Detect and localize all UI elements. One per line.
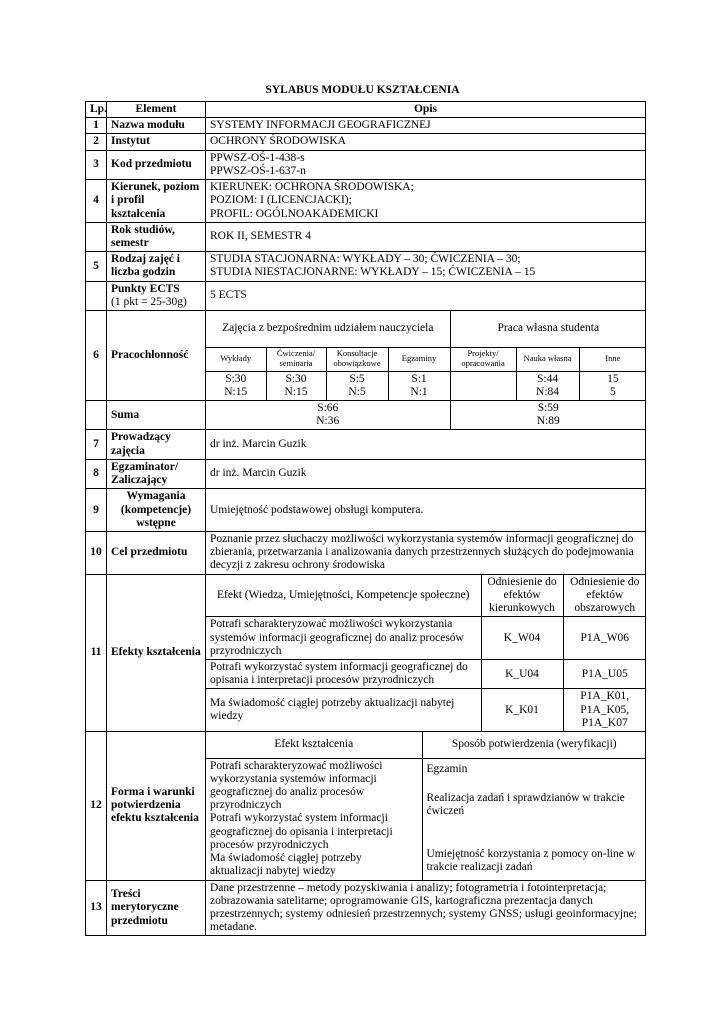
suma-s-direct: S:66	[317, 402, 339, 414]
row-6	[86, 311, 646, 401]
row-13	[86, 880, 646, 936]
row-number: 7	[86, 430, 107, 459]
row-number: 11	[86, 574, 107, 731]
suma-n-self: N:89	[536, 415, 560, 428]
row-10	[86, 531, 646, 574]
row-value: Poznanie przez słuchaczy możliwości wykorzystania systemów informacji geograficznej do zbierania, przetwarzania i analizowania danych przestrzennych służących do podejmowania decyzji z zakresu ochrony środowiska	[206, 531, 646, 574]
row-value	[206, 180, 646, 223]
suma-self	[450, 401, 646, 429]
value-n: N:84	[536, 385, 560, 398]
workload-cell	[206, 311, 646, 401]
effects-header-kier: Odniesienie do efektów kierunkowych	[481, 575, 563, 617]
row-element: Cel przedmiotu	[107, 531, 206, 574]
col-konsultacje: Konsultacje obowiązkowe	[326, 347, 388, 371]
row-element: Wymagania (kompetencje) wstępne	[107, 489, 206, 532]
row-value	[206, 150, 646, 179]
row-number: 13	[86, 880, 107, 936]
row-element: Rodzaj zajęć i liczba godzin	[107, 252, 206, 281]
value-n: N:15	[224, 385, 248, 398]
row-5	[86, 252, 646, 281]
row-number: 12	[86, 732, 107, 880]
row-element: Kod przedmiotu	[107, 150, 206, 179]
row-2	[86, 134, 646, 150]
val-inne	[579, 371, 646, 400]
row-suma	[86, 401, 646, 430]
effects-cell	[206, 574, 646, 731]
row-number: 6	[86, 311, 107, 401]
row-element	[107, 281, 206, 310]
hours-stationary: STUDIA STACJONARNA: WYKŁADY – 30; ĆWICZENIA – 30;	[210, 253, 521, 266]
col-projekty: Projekty/ opracowania	[450, 347, 516, 371]
row-element: Suma	[107, 401, 206, 430]
row-element: Treści merytoryczne przedmiotu	[107, 880, 206, 936]
row-4	[86, 180, 646, 223]
row-rok	[86, 222, 646, 251]
col-nauka: Nauka własna	[516, 347, 579, 371]
workload-table	[206, 311, 646, 400]
value-n: N:1	[410, 385, 428, 398]
row-number-empty	[86, 222, 107, 251]
row-value	[206, 252, 646, 281]
effect-obsz-1: P1A_K01,	[580, 690, 630, 703]
effect-obsz-2: P1A_K05,	[580, 703, 630, 716]
value-s: S:30	[225, 372, 247, 385]
val-nauka	[516, 371, 579, 400]
col-inne: Inne	[579, 347, 646, 371]
verification-header-effect: Efekt kształcenia	[206, 732, 422, 758]
value-s: S:44	[537, 372, 559, 385]
row-11	[86, 574, 646, 731]
row-element: Kierunek, poziom i profil kształcenia	[107, 180, 206, 223]
document-title: SYLABUS MODUŁU KSZTAŁCENIA	[265, 84, 460, 96]
row-number: 1	[86, 118, 107, 134]
field-kierunek: KIERUNEK: OCHRONA ŚRODOWISKA;	[210, 181, 414, 194]
effect-text: Ma świadomość ciągłej potrzeby aktualizacji nabytej wiedzy	[206, 689, 481, 731]
row-3	[86, 150, 646, 179]
value-s: S:5	[349, 372, 365, 385]
effect-obsz	[563, 689, 646, 731]
verification-table	[206, 732, 646, 879]
effects-header-effect: Efekt (Wiedza, Umiejętności, Kompetencje społeczne)	[206, 575, 481, 617]
row-number-empty	[86, 401, 107, 430]
col-egzaminy: Egzaminy	[388, 347, 450, 371]
val-projekty	[450, 371, 516, 400]
row-number: 10	[86, 531, 107, 574]
field-profil: PROFIL: OGÓLNOAKADEMICKI	[210, 207, 379, 220]
suma-s-self: S:59	[537, 402, 559, 414]
row-element: Instytut	[107, 134, 206, 150]
header-opis: Opis	[206, 102, 646, 118]
code-stationary: PPWSZ-OŚ-1-438-s	[210, 151, 305, 164]
row-value: SYSTEMY INFORMACJI GEOGRAFICZNEJ	[206, 118, 646, 134]
header-element: Element	[107, 102, 206, 118]
value-n: N:15	[284, 385, 308, 398]
suma-n-direct: N:36	[316, 415, 340, 428]
verification-header-method: Sposób potwierdzenia (weryfikacji)	[422, 732, 646, 758]
suma-table	[206, 401, 646, 429]
row-element: Prowadzący zajęcia	[107, 430, 206, 459]
row-number: 5	[86, 252, 107, 281]
verification-method-1: Egzamin	[426, 762, 468, 775]
row-number: 4	[86, 180, 107, 223]
verification-effects	[206, 758, 422, 879]
row-12	[86, 732, 646, 880]
row-element: Nazwa modułu	[107, 118, 206, 134]
row-element: Forma i warunki potwierdzenia efektu kształcenia	[107, 732, 206, 880]
col-cwiczenia: Ćwiczenia/ seminaria	[266, 347, 326, 371]
field-poziom: POZIOM: I (LICENCJACKI);	[210, 194, 352, 207]
effect-obsz: P1A_U05	[563, 659, 646, 688]
val-wyklady	[206, 371, 266, 400]
effect-kier: K_U04	[481, 659, 563, 688]
effect-obsz-3: P1A_K07	[581, 716, 628, 729]
verification-methods	[422, 758, 646, 879]
row-ects	[86, 281, 646, 310]
value-s: S:30	[285, 372, 307, 385]
row-value: dr inż. Marcin Guzik	[206, 459, 646, 488]
value-n: N:5	[348, 385, 366, 398]
syllabus-table	[85, 101, 646, 936]
workload-direct-header: Zajęcia z bezpośrednim udziałem nauczyciela	[206, 311, 450, 347]
row-value: Umiejętność podstawowej obsługi komputera.	[206, 489, 646, 532]
effect-kier: K_W04	[481, 617, 563, 660]
row-number: 9	[86, 489, 107, 532]
row-number-empty	[86, 281, 107, 310]
row-element: Rok studiów, semestr	[107, 222, 206, 251]
verification-effect-3: Ma świadomość ciągłej potrzeby aktualizacji nabytej wiedzy	[210, 852, 362, 878]
ects-note: (1 pkt = 25-30g)	[111, 295, 187, 308]
row-8	[86, 459, 646, 488]
verification-method-3: Umiejętność korzystania z pomocy on-line w trakcie realizacji zadań	[426, 848, 636, 874]
row-value: OCHRONY ŚRODOWISKA	[206, 134, 646, 150]
row-value: dr inż. Marcin Guzik	[206, 430, 646, 459]
row-value: 5 ECTS	[206, 281, 646, 310]
effect-kier: K_K01	[481, 689, 563, 731]
row-number: 3	[86, 150, 107, 179]
workload-self-header: Praca własna studenta	[450, 311, 646, 347]
code-nonstationary: PPWSZ-OŚ-1-637-n	[210, 164, 306, 177]
effect-obsz: P1A_W06	[563, 617, 646, 660]
verification-effect-2: Potrafi wykorzystać system informacji geograficznej do opisania i interpretacji procesów przyrodniczych	[210, 812, 393, 851]
value-s: S:1	[411, 372, 427, 385]
row-9	[86, 489, 646, 532]
hours-nonstationary: STUDIA NIESTACJONARNE: WYKŁADY – 15; ĆWICZENIA – 15	[210, 266, 536, 279]
val-cwiczenia	[266, 371, 326, 400]
value-n: 5	[609, 385, 616, 398]
row-1	[86, 118, 646, 134]
effects-table	[206, 575, 646, 731]
suma-cell	[206, 401, 646, 430]
val-konsultacje	[326, 371, 388, 400]
verification-method-2: Realizacja zadań i sprawdzianów w trakcie ćwiczeń	[426, 791, 625, 817]
row-element: Pracochłonność	[107, 311, 206, 401]
effect-text: Potrafi wykorzystać system informacji geograficznej do opisania i interpretacji procesów przyrodniczych	[206, 659, 481, 688]
row-value: Dane przestrzenne – metody pozyskiwania i analizy; fotogrametria i fotointerpretacja; zobrazowania satelitarne; oprogramowanie GIS, kartograficzna prezentacja danych przestrzennych; systemy odniesień przestrzennych; systemy GNSS; usługi geoinformacyjne; metadane.	[206, 880, 646, 936]
header-row	[86, 102, 646, 118]
effects-header-obsz: Odniesienie do efektów obszarowych	[563, 575, 646, 617]
row-number: 2	[86, 134, 107, 150]
row-value: ROK II, SEMESTR 4	[206, 222, 646, 251]
row-number: 8	[86, 459, 107, 488]
value-s: 15	[607, 372, 619, 385]
header-lp: Lp.	[86, 102, 107, 118]
col-wyklady: Wykłady	[206, 347, 266, 371]
ects-label: Punkty ECTS	[111, 282, 180, 295]
row-element: Egzaminator/ Zaliczający	[107, 459, 206, 488]
row-7	[86, 430, 646, 459]
val-egzaminy	[388, 371, 450, 400]
row-element: Efekty kształcenia	[107, 574, 206, 731]
verification-effect-1: Potrafi scharakteryzować możliwości wykorzystania systemów informacji geograficznej do analiz procesów przyrodniczych	[210, 759, 383, 812]
effect-text: Potrafi scharakteryzować możliwości wykorzystania systemów informacji geograficznej do analiz procesów przyrodniczych	[206, 617, 481, 660]
verification-cell	[206, 732, 646, 880]
suma-direct	[206, 401, 450, 429]
